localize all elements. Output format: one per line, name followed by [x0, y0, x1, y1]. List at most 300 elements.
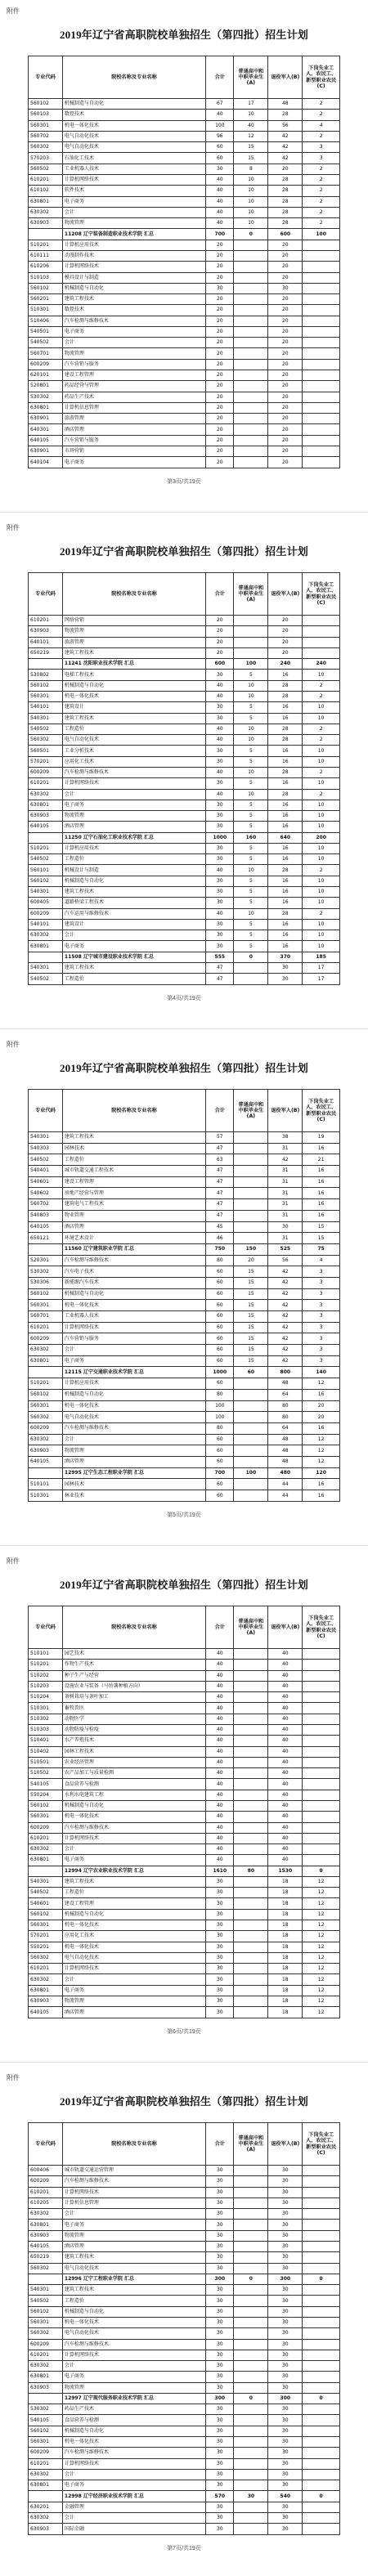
table-row [29, 1445, 340, 1457]
cell-retired: 40 [268, 1649, 303, 1660]
cell-laid-off [303, 2220, 340, 2230]
cell-code: 560102 [29, 2306, 63, 2317]
cell-general: 150 [234, 1243, 268, 1255]
cell-general [234, 381, 268, 392]
cell-name: 机电一体化技术 [62, 1942, 205, 1952]
plan-table-wrap [28, 1606, 340, 2018]
cell-retired: 30 [268, 2241, 303, 2251]
table-row [29, 1681, 340, 1691]
cell-retired: 1530 [268, 1866, 303, 1876]
cell-total: 30 [206, 1942, 234, 1952]
cell-name: 工程造价 [62, 2296, 205, 2306]
table-row [29, 1154, 340, 1166]
table-row [29, 196, 340, 207]
cell-retired: 16 [268, 898, 303, 908]
cell-general: 40 [234, 120, 268, 131]
cell-retired: 28 [268, 186, 303, 196]
cell-retired: 42 [268, 1345, 303, 1356]
cell-laid-off: 2 [303, 164, 340, 174]
cell-retired: 31 [268, 1210, 303, 1221]
cell-laid-off [303, 2230, 340, 2241]
cell-code: 510101 [29, 1649, 63, 1660]
cell-general [234, 414, 268, 424]
cell-total: 40 [206, 1714, 234, 1724]
cell-name: 建筑设计 [62, 919, 205, 930]
cell-code: 610111 [29, 250, 63, 261]
header-name: 院校名称及专业名称 [62, 2123, 205, 2166]
cell-laid-off [303, 392, 340, 402]
table-row [29, 1188, 340, 1199]
cell-laid-off [303, 2350, 340, 2360]
cell-general: 10 [234, 691, 268, 701]
cell-name: 机械制造与自动化 [62, 2306, 205, 2317]
table-row [29, 207, 340, 217]
table-row [29, 99, 340, 110]
header-code: 专业代码 [29, 2123, 63, 2166]
cell-general [234, 1714, 268, 1724]
table-row [29, 2415, 340, 2426]
cell-total: 20 [206, 381, 234, 392]
cell-code: 610201 [29, 2458, 63, 2469]
cell-name: 房地产经营与管理 [62, 1188, 205, 1199]
cell-code: 560102 [29, 1389, 63, 1400]
cell-name: 城市轨道交通工程技术 [62, 1166, 205, 1177]
table-row [29, 2209, 340, 2220]
cell-retired: 40 [268, 1714, 303, 1724]
cell-code: 510202 [29, 1670, 63, 1681]
cell-laid-off: 185 [303, 952, 340, 962]
table-row [29, 930, 340, 941]
table-row [29, 1400, 340, 1412]
cell-total: 20 [206, 392, 234, 402]
cell-general: 10 [234, 186, 268, 196]
cell-general: 5 [234, 702, 268, 713]
table-row [29, 2404, 340, 2415]
cell-total: 60 [206, 1490, 234, 1502]
cell-retired: 20 [268, 424, 303, 435]
header-general: 普通高中和中职毕业生(A) [234, 573, 268, 616]
table-header-row [29, 1090, 340, 1132]
cell-retired: 30 [268, 2176, 303, 2187]
cell-general [234, 2263, 268, 2274]
header-general: 普通高中和中职毕业生(A) [234, 1090, 268, 1132]
cell-laid-off [303, 2187, 340, 2197]
cell-laid-off: 0 [303, 1866, 340, 1876]
header-laid-off: 下岗失业工人、农民工、新型职业农民(C) [303, 1606, 340, 1649]
cell-retired: 20 [268, 305, 303, 316]
cell-total: 30 [206, 2404, 234, 2415]
cell-general: 100 [234, 659, 268, 670]
cell-name: 设施农业与装备（马铃薯种植方向） [62, 1681, 205, 1691]
cell-total: 30 [206, 2252, 234, 2263]
cell-name: 汽车检测与维修技术 [62, 2448, 205, 2458]
table-row [29, 626, 340, 637]
cell-general [234, 446, 268, 457]
cell-code: 630801 [29, 196, 63, 207]
cell-general [234, 1942, 268, 1952]
table-row [29, 131, 340, 141]
cell-laid-off [303, 2382, 340, 2393]
cell-name: 建筑工程技术 [62, 887, 205, 898]
cell-code: 540101 [29, 702, 63, 713]
cell-general: 0 [234, 952, 268, 962]
table-row [29, 789, 340, 800]
cell-code: 540502 [29, 974, 63, 985]
cell-general: 17 [234, 99, 268, 110]
cell-laid-off: 20 [303, 1400, 340, 1412]
cell-code: 550204 [29, 1790, 63, 1800]
cell-laid-off: 10 [303, 713, 340, 724]
table-row [29, 1479, 340, 1490]
cell-general: 15 [234, 1288, 268, 1300]
cell-laid-off: 120 [303, 1467, 340, 1479]
cell-total: 30 [206, 876, 234, 886]
cell-general [234, 2209, 268, 2220]
cell-name: 机电一体化技术 [62, 691, 205, 701]
cell-total: 30 [206, 1888, 234, 1898]
cell-total: 40 [206, 908, 234, 919]
cell-code: 540601 [29, 1898, 63, 1909]
cell-retired: 30 [268, 2513, 303, 2524]
cell-name: 计算机网络技术 [62, 1322, 205, 1333]
cell-code: 630901 [29, 414, 63, 424]
cell-retired: 28 [268, 174, 303, 185]
cell-code: 630903 [29, 1445, 63, 1457]
cell-laid-off [303, 2285, 340, 2296]
cell-retired: 18 [268, 1964, 303, 1974]
cell-general: 5 [234, 713, 268, 724]
cell-total: 30 [206, 778, 234, 789]
cell-code: 550201 [29, 1942, 63, 1952]
cell-general [234, 1154, 268, 1166]
cell-laid-off [303, 1649, 340, 1660]
cell-retired: 30 [268, 963, 303, 974]
table-row [29, 402, 340, 413]
cell-general [234, 1952, 268, 1963]
table-row [29, 963, 340, 974]
cell-total: 47 [206, 974, 234, 985]
plan-table-wrap [28, 2122, 340, 2535]
cell-laid-off [303, 616, 340, 626]
table-row [29, 1768, 340, 1779]
cell-general [234, 1210, 268, 1221]
cell-general [234, 1389, 268, 1400]
cell-general [234, 2448, 268, 2458]
summary-row [29, 229, 340, 240]
cell-laid-off: 16 [303, 1389, 340, 1400]
cell-code: 540105 [29, 2415, 63, 2426]
cell-general [234, 370, 268, 381]
cell-code: 630801 [29, 800, 63, 810]
cell-laid-off [303, 1692, 340, 1703]
cell-retired: 40 [268, 1800, 303, 1811]
cell-name: 软件技术 [62, 186, 205, 196]
cell-laid-off: 200 [303, 832, 340, 843]
cell-name: 物流管理 [62, 2382, 205, 2393]
cell-retired: 28 [268, 865, 303, 876]
cell-name: 建设工程管理 [62, 1898, 205, 1909]
cell-code: 610205 [29, 2197, 63, 2208]
cell-total: 20 [206, 626, 234, 637]
cell-laid-off [303, 2524, 340, 2535]
cell-total: 30 [206, 1909, 234, 1920]
cell-code: 640105 [29, 822, 63, 832]
table-row [29, 414, 340, 424]
header-general: 普通高中和中职毕业生(A) [234, 56, 268, 99]
table-header-row [29, 573, 340, 616]
cell-name: 电气自动化技术 [62, 1952, 205, 1963]
cell-general: 5 [234, 670, 268, 680]
cell-general [234, 2502, 268, 2512]
cell-general [234, 424, 268, 435]
table-row [29, 1412, 340, 1423]
summary-row [29, 832, 340, 843]
cell-code: 560102 [29, 680, 63, 691]
cell-name: 汽车营销与服务 [62, 1333, 205, 1345]
cell-general: 15 [234, 142, 268, 153]
cell-total: 30 [206, 2007, 234, 2018]
cell-total: 30 [206, 1964, 234, 1974]
cell-code: 610201 [29, 616, 63, 626]
cell-laid-off: 3 [303, 153, 340, 164]
cell-retired: 28 [268, 110, 303, 120]
cell-laid-off: 12 [303, 1964, 340, 1974]
cell-total: 30 [206, 1876, 234, 1887]
cell-laid-off: 10 [303, 811, 340, 822]
table-row [29, 1389, 340, 1400]
cell-laid-off [303, 2209, 340, 2220]
cell-total: 60 [206, 1288, 234, 1300]
table-row [29, 876, 340, 886]
summary-row [29, 2393, 340, 2404]
cell-name: 汽车检测与维修技术 [62, 2339, 205, 2350]
cell-code: 560301 [29, 120, 63, 131]
cell-retired: 44 [268, 1479, 303, 1490]
cell-total: 40 [206, 1724, 234, 1735]
cell-name: 机械制造与自动化 [62, 1800, 205, 1811]
cell-general [234, 326, 268, 337]
cell-total: 30 [206, 2339, 234, 2350]
cell-code: 560103 [29, 110, 63, 120]
cell-laid-off [303, 1790, 340, 1800]
cell-total: 40 [206, 1779, 234, 1790]
header-retired: 退役军人(B) [268, 56, 303, 99]
cell-general [234, 1833, 268, 1844]
cell-general [234, 1670, 268, 1681]
cell-laid-off [303, 2469, 340, 2480]
cell-total: 30 [206, 811, 234, 822]
cell-name: 机械制造与自动化 [62, 283, 205, 293]
cell-laid-off: 10 [303, 898, 340, 908]
cell-name: 种子生产与经营 [62, 1670, 205, 1681]
cell-total: 40 [206, 207, 234, 217]
cell-laid-off: 10 [303, 843, 340, 853]
cell-code: 510402 [29, 1746, 63, 1757]
cell-name: 会计 [62, 1434, 205, 1445]
cell-general [234, 2296, 268, 2306]
table-row [29, 713, 340, 724]
cell-general [234, 1746, 268, 1757]
cell-laid-off: 12 [303, 1996, 340, 2007]
cell-code: 560102 [29, 99, 63, 110]
cell-laid-off [303, 2404, 340, 2415]
cell-retired: 30 [268, 2480, 303, 2491]
cell-laid-off [303, 626, 340, 637]
cell-total: 60 [206, 1434, 234, 1445]
cell-total: 47 [206, 1188, 234, 1199]
cell-general [234, 1898, 268, 1909]
cell-general: 10 [234, 767, 268, 777]
cell-code: 640105 [29, 1456, 63, 1467]
cell-general: 20 [234, 1255, 268, 1266]
cell-total: 40 [206, 680, 234, 691]
page-separator [0, 1028, 368, 1029]
cell-general [234, 1812, 268, 1822]
cell-retired: 18 [268, 1931, 303, 1942]
cell-code: 570201 [29, 756, 63, 767]
cell-laid-off [303, 1822, 340, 1833]
cell-total: 40 [206, 789, 234, 800]
cell-name: 园林技术 [62, 1143, 205, 1154]
cell-retired: 30 [268, 2220, 303, 2230]
cell-retired: 40 [268, 1660, 303, 1670]
cell-name: 计算机信息管理 [62, 2197, 205, 2208]
cell-general [234, 1132, 268, 1144]
cell-retired: 18 [268, 1898, 303, 1909]
cell-laid-off: 16 [303, 1176, 340, 1188]
table-row [29, 1724, 340, 1735]
summary-row [29, 1866, 340, 1876]
table-row [29, 1345, 340, 1356]
cell-general [234, 250, 268, 261]
cell-laid-off: 2 [303, 767, 340, 777]
cell-retired: 16 [268, 670, 303, 680]
cell-retired: 31 [268, 1143, 303, 1154]
cell-general [234, 1974, 268, 1985]
cell-code: 560102 [29, 283, 63, 293]
cell-name: 酒店管理 [62, 1221, 205, 1233]
cell-retired: 20 [268, 316, 303, 326]
header-laid-off: 下岗失业工人、农民工、新型职业农民(C) [303, 573, 340, 616]
cell-laid-off: 15 [303, 1233, 340, 1244]
cell-retired: 28 [268, 691, 303, 701]
cell-retired: 18 [268, 1888, 303, 1898]
cell-laid-off: 12 [303, 1456, 340, 1467]
cell-general [234, 2382, 268, 2393]
cell-code: 610201 [29, 174, 63, 185]
header-code: 专业代码 [29, 56, 63, 99]
cell-general [234, 359, 268, 370]
header-name: 院校名称及专业名称 [62, 573, 205, 616]
cell-total: 30 [206, 702, 234, 713]
table-header-row [29, 56, 340, 99]
cell-retired: 30 [268, 2524, 303, 2535]
cell-retired: 31 [268, 1188, 303, 1199]
cell-retired: 30 [268, 974, 303, 985]
cell-laid-off: 4 [303, 1255, 340, 1266]
cell-laid-off: 12 [303, 1898, 340, 1909]
cell-name: 会计 [62, 2513, 205, 2524]
table-row [29, 854, 340, 865]
cell-laid-off [303, 647, 340, 658]
table-row [29, 1649, 340, 1660]
table-row [29, 153, 340, 164]
cell-laid-off: 140 [303, 1367, 340, 1378]
cell-retired: 42 [268, 1288, 303, 1300]
cell-general [234, 1166, 268, 1177]
cell-retired: 480 [268, 1467, 303, 1479]
cell-laid-off: 16 [303, 1199, 340, 1211]
table-row [29, 1790, 340, 1800]
cell-code: 640301 [29, 424, 63, 435]
cell-retired: 30 [268, 2458, 303, 2469]
cell-name: 12115 辽宁交通职业技术学院 汇总 [62, 1367, 205, 1378]
cell-laid-off: 10 [303, 876, 340, 886]
table-row [29, 2437, 340, 2448]
cell-general: 10 [234, 207, 268, 217]
cell-name: 计算机网络技术 [62, 174, 205, 185]
table-row [29, 2166, 340, 2176]
table-row [29, 272, 340, 283]
table-row [29, 1233, 340, 1244]
cell-name: 机械设计与制造 [62, 865, 205, 876]
cell-laid-off [303, 338, 340, 348]
cell-retired: 18 [268, 1920, 303, 1931]
cell-name: 电气自动化技术 [62, 2263, 205, 2274]
header-retired: 退役军人(B) [268, 1090, 303, 1132]
cell-code: 630903 [29, 2524, 63, 2535]
cell-code: 540502 [29, 854, 63, 865]
cell-code: 630801 [29, 941, 63, 952]
cell-code: 560301 [29, 2317, 63, 2327]
cell-name: 建筑工程技术 [62, 1132, 205, 1144]
cell-total: 30 [206, 2458, 234, 2469]
cell-name: 汽车检测与维修技术 [62, 1422, 205, 1434]
table-row [29, 240, 340, 250]
table-row [29, 843, 340, 853]
table-row [29, 1812, 340, 1822]
attachment-label: 附件 [7, 1557, 20, 1565]
table-row [29, 898, 340, 908]
cell-total: 30 [206, 713, 234, 724]
cell-name: 会计 [62, 2209, 205, 2220]
cell-laid-off: 2 [303, 218, 340, 229]
cell-general: 5 [234, 778, 268, 789]
cell-total: 60 [206, 1355, 234, 1367]
cell-laid-off: 2 [303, 207, 340, 217]
cell-laid-off: 2 [303, 131, 340, 141]
cell-retired: 20 [268, 392, 303, 402]
cell-name: 11560 辽宁建筑职业学院 汇总 [62, 1243, 205, 1255]
cell-name: 动物防疫与检疫 [62, 1724, 205, 1735]
header-general: 普通高中和中职毕业生(A) [234, 2123, 268, 2166]
cell-laid-off: 10 [303, 930, 340, 941]
cell-retired: 28 [268, 218, 303, 229]
cell-code: 630302 [29, 930, 63, 941]
cell-general [234, 647, 268, 658]
cell-general [234, 1909, 268, 1920]
cell-laid-off: 10 [303, 670, 340, 680]
cell-retired: 16 [268, 822, 303, 832]
cell-retired: 20 [268, 164, 303, 174]
cell-name: 会计 [62, 1844, 205, 1855]
cell-total: 20 [206, 616, 234, 626]
document-page [0, 0, 368, 507]
cell-retired: 31 [268, 1199, 303, 1211]
header-retired: 退役军人(B) [268, 1606, 303, 1649]
cell-name: 物流管理 [62, 1996, 205, 2007]
cell-code [29, 2393, 63, 2404]
